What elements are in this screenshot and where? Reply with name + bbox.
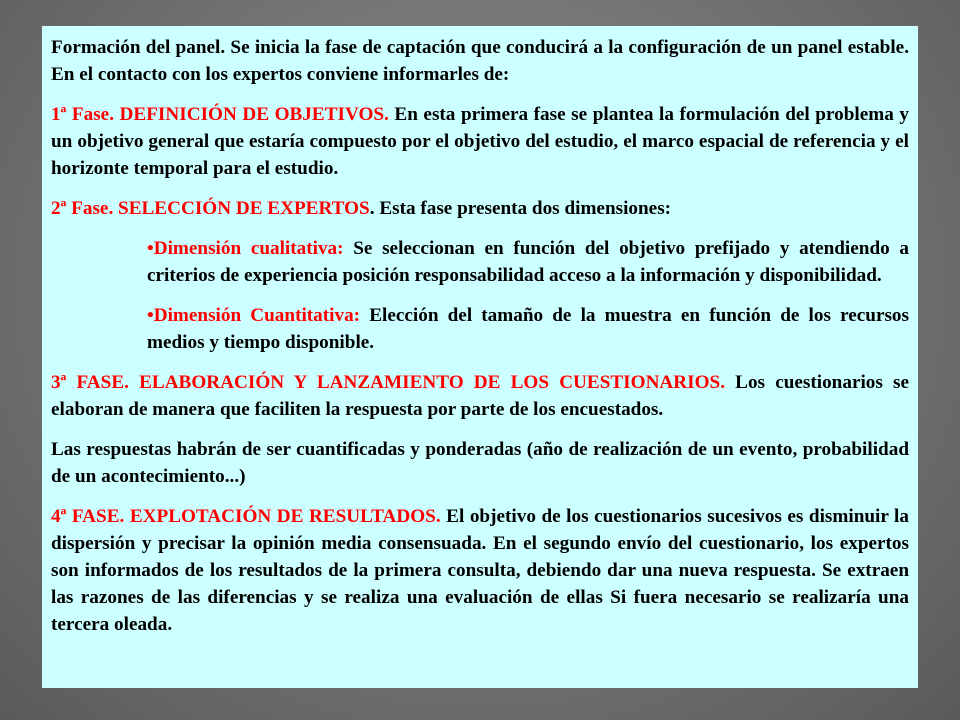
dimension-cuantitativa-heading: Dimensión Cuantitativa: — [153, 305, 361, 326]
dimension-cualitativa-heading: Dimensión cualitativa: — [153, 238, 344, 259]
bullet-icon: • — [147, 305, 154, 326]
paragraph-fase-4 — [51, 503, 909, 638]
fase-2-heading: 2ª Fase. SELECCIÓN DE EXPERTOS — [51, 198, 370, 219]
paragraph-intro — [51, 34, 909, 88]
dimension-cualitativa-text: Se seleccionan en función del objetivo prefijado y atendiendo a criterios de experiencia posición responsabilidad acceso a la información y disponibilidad. — [147, 238, 909, 286]
respuestas-text: Las respuestas habrán de ser cuantificadas y ponderadas (año de realización de un evento, probabilidad de un acontecimiento...) — [51, 439, 909, 487]
intro-text: Formación del panel. Se inicia la fase de captación que conducirá a la configuración de un panel estable. En el contacto con los expertos conviene informarles de: — [51, 37, 909, 85]
paragraph-respuestas — [51, 436, 909, 490]
slide-content-panel — [42, 26, 918, 688]
paragraph-fase-1 — [51, 101, 909, 182]
fase-1-heading: 1ª Fase. DEFINICIÓN DE OBJETIVOS. — [51, 104, 389, 125]
dimension-cuantitativa-text: Elección del tamaño de la muestra en función de los recursos medios y tiempo disponible. — [147, 305, 909, 353]
fase-4-text: El objetivo de los cuestionarios sucesivos es disminuir la dispersión y precisar la opinión media consensuada. En el segundo envío del cuestionario, los expertos son informados de los resultados de la primera consulta, debiendo dar una nueva respuesta. Se extraen las razones de las diferencias y se realiza una evaluación de ellas Si fuera necesario se realizaría una tercera oleada. — [51, 506, 909, 635]
fase-2-text: . Esta fase presenta dos dimensiones: — [369, 198, 672, 219]
fase-1-text: En esta primera fase se plantea la formulación del problema y un objetivo general que estaría compuesto por el objetivo del estudio, el marco espacial de referencia y el horizonte temporal para el estudio. — [51, 104, 909, 179]
paragraph-fase-3 — [51, 369, 909, 423]
paragraph-dimension-cuantitativa — [147, 302, 909, 356]
fase-3-text: Los cuestionarios se elaboran de manera que faciliten la respuesta por parte de los encuestados. — [51, 372, 910, 420]
fase-4-heading: 4ª FASE. EXPLOTACIÓN DE RESULTADOS. — [51, 506, 441, 527]
paragraph-dimension-cualitativa — [147, 235, 909, 289]
fase-3-heading: 3ª FASE. ELABORACIÓN Y LANZAMIENTO DE LOS CUESTIONARIOS. — [51, 372, 725, 393]
paragraph-fase-2 — [51, 195, 909, 222]
bullet-icon: • — [147, 238, 154, 259]
